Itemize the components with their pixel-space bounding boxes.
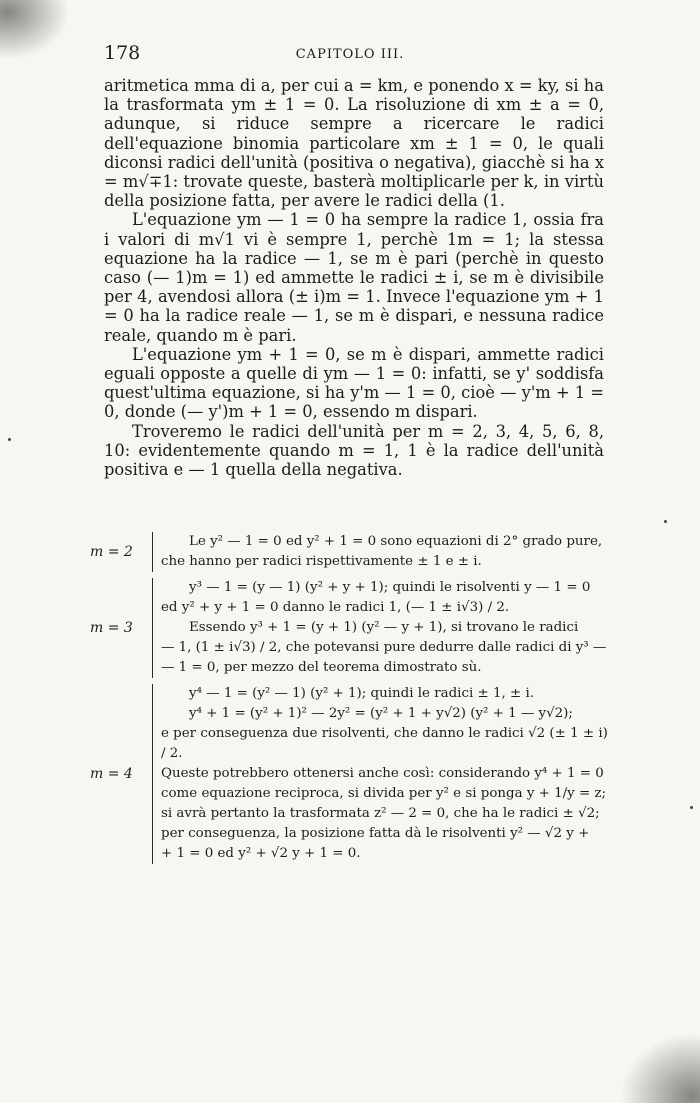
case-body [152,532,610,572]
case-line: si avrà pertanto la trasformata z² — 2 = 0, che ha le radici ± √2; [161,806,600,821]
case-line: y⁴ — 1 = (y² — 1) (y² + 1); quindi le radici ± 1, ± i. [189,686,535,701]
paragraph: L'equazione ym — 1 = 0 ha sempre la radice 1, ossia fra i valori di m√1 vi è sempre 1, perchè 1m = 1; la stessa equazione ha la radice — 1, se m è pari (perchè in questo caso (— 1)m = 1) ed ammette le radici ± i, se m è divisibile per 4, avendosi allora (± i)m = 1. Invece l'equazione ym + 1 = 0 ha la radice reale — 1, se m è dispari, e nessuna radice reale, quando m è pari. [104,210,604,345]
case-body [152,578,610,678]
ink-speck [8,438,11,441]
case-m4 [90,684,610,864]
running-head: CAPITOLO III. [295,47,405,62]
case-m2 [90,532,610,572]
paragraph: aritmetica mma di a, per cui a = km, e ponendo x = ky, si ha la trasformata ym ± 1 = 0. La risoluzione di xm ± a = 0, adunque, si riduce sempre a ricercare le radici dell'equazione binomia particolare xm ± 1 = 0, le quali diconsi radici dell'unità (positiva o negativa), giacchè si ha x = m√∓1: trovate queste, basterà moltiplicarle per k, in virtù della posizione fatta, per avere le radici della (1. [104,76,604,211]
paragraph: L'equazione ym + 1 = 0, se m è dispari, ammette radici eguali opposte a quelle di ym — 1 = 0: infatti, se y' soddisfa quest'ultima equazione, si ha y'm — 1 = 0, cioè — y'm + 1 = 0, donde (— y')m + 1 = 0, essendo m dispari. [104,344,604,422]
body-text [104,76,604,479]
case-line: y³ — 1 = (y — 1) (y² + y + 1); quindi le risolventi y — 1 = 0 [189,580,591,595]
case-label: m = 2 [90,544,133,560]
case-line: Essendo y³ + 1 = (y + 1) (y² — y + 1), si trovano le radici [189,620,579,635]
ink-speck [690,806,693,809]
case-line: Queste potrebbero ottenersi anche così: considerando y⁴ + 1 = 0 [161,766,604,781]
cases-table [90,532,610,870]
case-line: e per conseguenza due risolventi, che danno le radici √2 (± 1 ± i) / 2. [161,726,608,761]
case-line: — 1, (1 ± i√3) / 2, che potevansi pure dedurre dalle radici di y³ — [161,640,607,655]
page-edge-stain [620,1033,700,1103]
case-body [152,684,610,864]
ink-speck [664,520,667,523]
case-line: per conseguenza, la posizione fatta dà le risolventi y² — √2 y + [161,826,590,841]
case-label: m = 3 [90,620,133,636]
page-number: 178 [104,42,141,64]
case-label: m = 4 [90,766,133,782]
case-m3 [90,578,610,678]
paragraph: Troveremo le radici dell'unità per m = 2, 3, 4, 5, 6, 8, 10: evidentemente quando m = 1, 1 è la radice dell'unità positiva e — 1 quella della negativa. [104,421,604,480]
case-line: y⁴ + 1 = (y² + 1)² — 2y² = (y² + 1 + y√2) (y² + 1 — y√2); [189,706,573,721]
case-line: ed y² + y + 1 = 0 danno le radici 1, (— 1 ± i√3) / 2. [161,600,510,615]
case-line: come equazione reciproca, si divida per y² e si ponga y + 1/y = z; [161,786,607,801]
case-line: — 1 = 0, per mezzo del teorema dimostrato sù. [161,660,482,675]
case-line: Le y² — 1 = 0 ed y² + 1 = 0 sono equazioni di 2° grado pure, che hanno per radici rispettivamente ± 1 e ± i. [161,534,603,569]
case-line: + 1 = 0 ed y² + √2 y + 1 = 0. [161,846,361,861]
